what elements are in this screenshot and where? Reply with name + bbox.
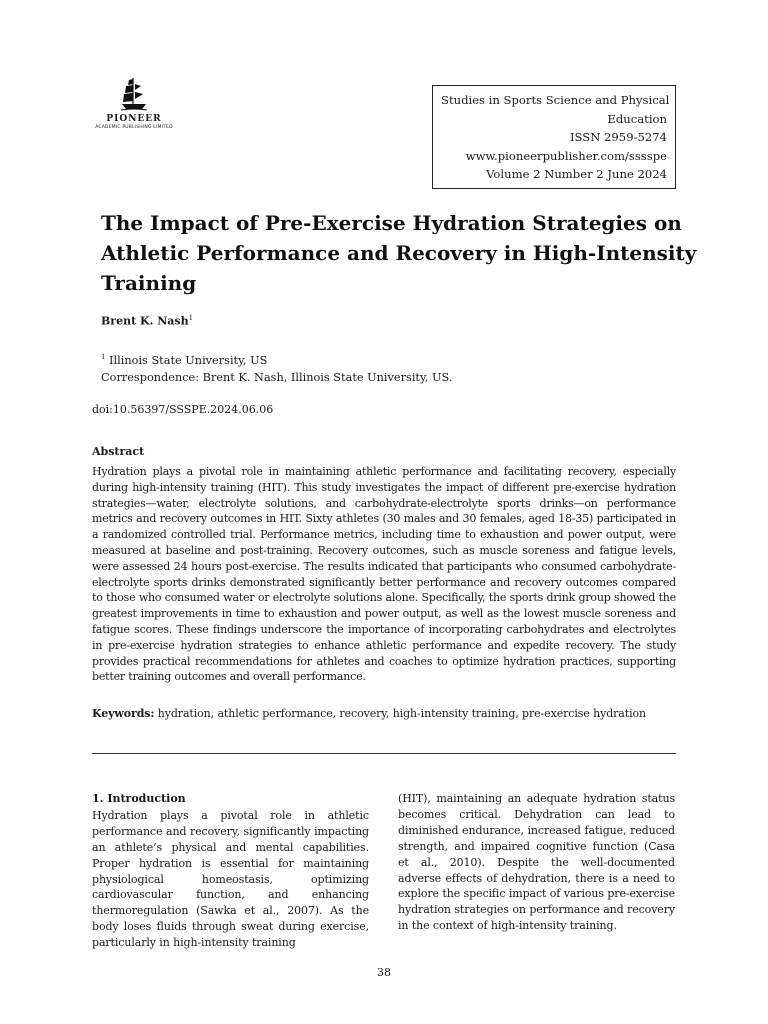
journal-name-line1: Studies in Sports Science and Physical [441, 93, 670, 107]
publisher-tagline: ACADEMIC PUBLISHING LIMITED [95, 125, 173, 130]
column-left [92, 791, 369, 951]
ship-icon [120, 76, 148, 112]
abstract-text: Hydration plays a pivotal role in maintaining athletic performance and facilitating recovery, especially during high-intensity training (HIT). This study investigates the impact of different pre-exercise hydration strategies—water, electrolyte solutions, and carbohydrate-electrolyte sports drinks—on performance metrics and recovery outcomes in HIT. Sixty athletes (30 males and 30 females, aged 18-35) participated in a randomized controlled trial. Performance metrics, including time to exhaustion and power output, were measured at baseline and post-training. Recovery outcomes, such as muscle soreness and fatigue levels, were assessed 24 hours post-exercise. The results indicated that participants who consumed carbohydrate-electrolyte sports drinks demonstrated significantly better performance and recovery outcomes compared to those who consumed water or electrolyte solutions alone. Specifically, the sports drink group showed the greatest improvements in time to exhaustion and power output, as well as the lowest muscle soreness and fatigue scores. These findings underscore the importance of incorporating carbohydrates and electrolytes in pre-exercise hydration strategies to enhance athletic performance and expedite recovery. The study provides practical recommendations for athletes and coaches to optimize hydration practices, supporting better training outcomes and overall performance. [92, 465, 676, 684]
intro-paragraph-left: Hydration plays a pivotal role in athletic performance and recovery, significantly impacting an athlete’s physical and mental capabilities. Proper hydration is essential for maintaining physiological homeostasis, optimizing cardiovascular function, and enhancing thermoregulation (Sawka et al., 2007). As the body loses fluids through sweat during exercise, particularly in high-intensity training [92, 808, 369, 950]
doi[interactable]: doi:10.56397/SSSPE.2024.06.06 [92, 403, 274, 416]
intro-paragraph-right: (HIT), maintaining an adequate hydration status becomes critical. Dehydration can lead to diminished endurance, increased fatigue, reduced strength, and impaired cognitive function (Casa et al., 2010). Despite the well-documented adverse effects of dehydration, there is a need to explore the specific impact of various pre-exercise hydration strategies on performance and recovery in the context of high-intensity training. [398, 792, 675, 933]
journal-issn: ISSN 2959-5274 [569, 130, 667, 145]
divider [92, 753, 676, 754]
journal-name-line2: Education [607, 111, 667, 126]
author-line [101, 314, 193, 328]
section-heading: 1. Introduction [92, 792, 186, 805]
column-right [398, 791, 675, 934]
journal-volume: Volume 2 Number 2 June 2024 [486, 167, 667, 182]
journal-url[interactable]: www.pioneerpublisher.com/sssspe [465, 148, 667, 163]
publisher-name: PIONEER [106, 114, 162, 124]
correspondence: Correspondence: Brent K. Nash, Illinois State University, US. [101, 370, 453, 384]
page-number: 38 [377, 966, 391, 979]
author-sup: 1 [188, 314, 194, 322]
publisher-logo [88, 76, 180, 130]
keywords-text: hydration, athletic performance, recovery, high-intensity training, pre-exercise hydration [154, 707, 646, 720]
affiliation-block [101, 349, 452, 386]
keywords-label: Keywords: [92, 707, 155, 720]
affiliation-institution-line [101, 349, 452, 369]
affiliation-sup: 1 [101, 353, 106, 361]
author-name: Brent K. Nash [101, 314, 189, 328]
affiliation-institution: Illinois State University, US [105, 353, 268, 367]
journal-info-box [432, 85, 676, 189]
paper-title: The Impact of Pre-Exercise Hydration Strategies on Athletic Performance and Recovery in High-Intensity Training [101, 211, 697, 295]
abstract-heading: Abstract [92, 445, 145, 458]
keywords-line [92, 707, 646, 720]
